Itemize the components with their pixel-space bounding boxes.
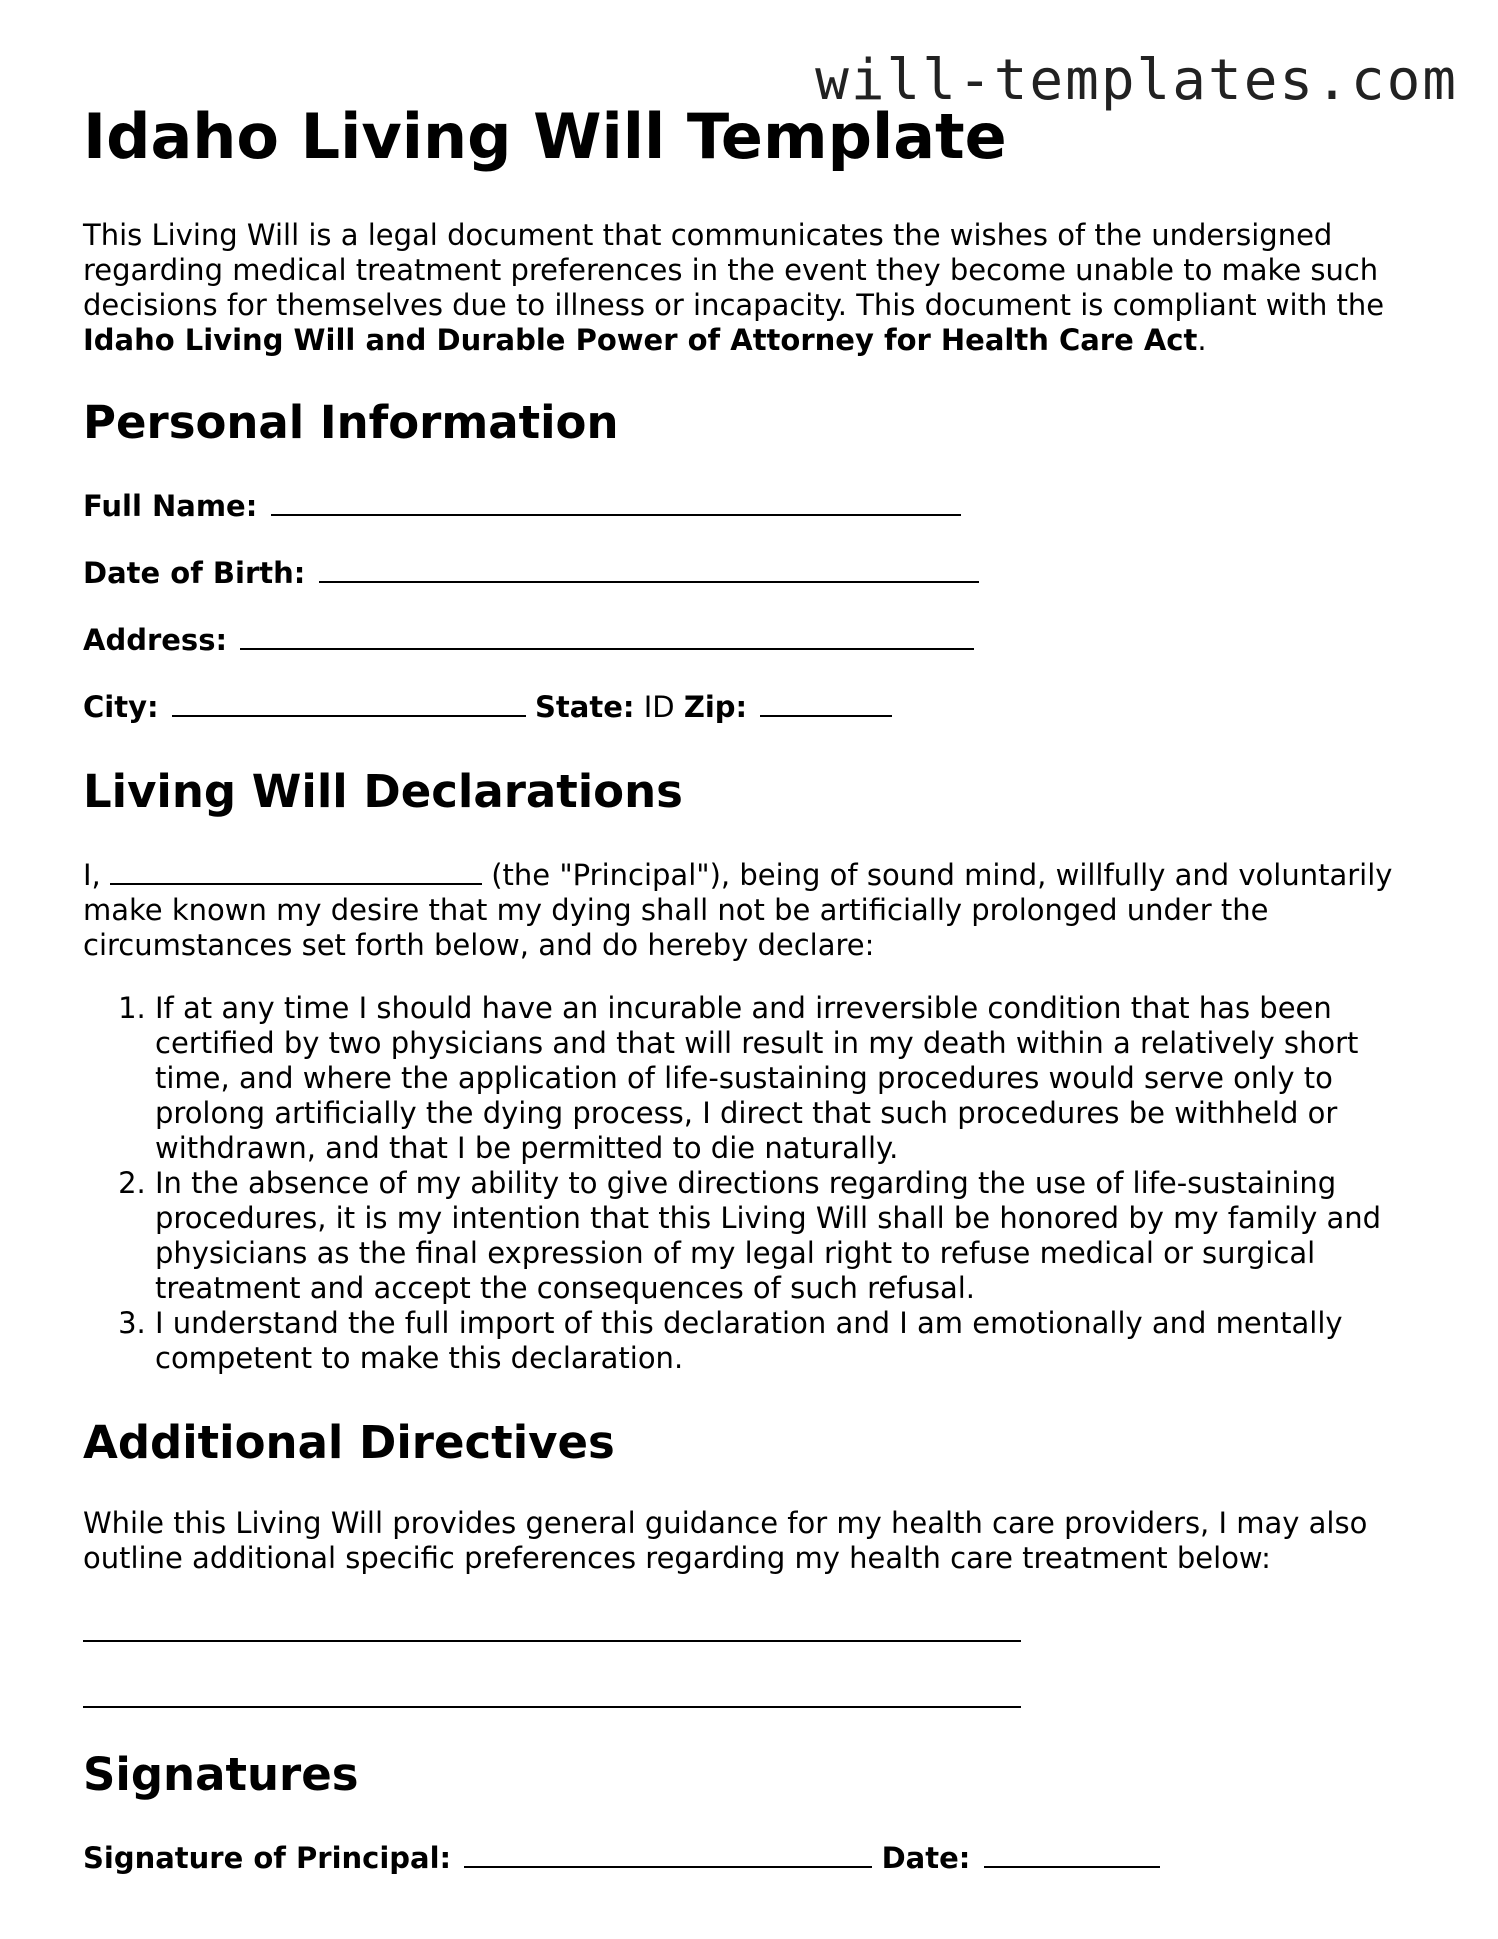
signatures-heading: Signatures: [83, 1748, 359, 1802]
intro-text: This Living Will is a legal document that communicates the wishes of the undersigned regarding medical treatment preferences in the event they become unable to make such decisions for themselves due to illness or incapacity. This document is compliant with the: [83, 218, 1385, 323]
signature-date-field[interactable]: [984, 1838, 1160, 1868]
list-item: 1. If at any time I should have an incurable and irreversible condition that has been certified by two physicians and that will result in my death within a relatively short time, and where the application of life-sustaining procedures would serve only to prolong artificially the dying process, I direct that such procedures be withheld or withdrawn, and that I be permitted to die naturally.: [155, 991, 1423, 1166]
list-item: 2. In the absence of my ability to give directions regarding the use of life-sustaining procedures, it is my intention that this Living Will shall be honored by my family and physicians as the final expression of my legal right to refuse medical or surgical treatment and accept the consequences of such refusal.: [155, 1166, 1423, 1306]
list-item: 3. I understand the full import of this declaration and I am emotionally and mentally competent to make this declaration.: [155, 1306, 1423, 1376]
zip-label: Zip:: [683, 690, 748, 725]
dob-field[interactable]: [319, 553, 979, 583]
state-value: ID: [643, 690, 675, 725]
directive-line-2[interactable]: [83, 1706, 1021, 1708]
full-name-row: [83, 486, 1423, 524]
declaration-prefix: I,: [83, 858, 101, 893]
additional-text: While this Living Will provides general guidance for my health care providers, I may also outline additional specific preferences regarding my health care treatment below:: [83, 1506, 1368, 1576]
act-name: Idaho Living Will and Durable Power of Attorney for Health Care Act: [83, 323, 1198, 358]
intro-paragraph: [83, 218, 1423, 358]
intro-end: .: [1197, 323, 1207, 358]
address-label: Address:: [83, 623, 228, 658]
full-name-label: Full Name:: [83, 489, 258, 524]
state-label: State:: [535, 690, 635, 725]
dob-row: [83, 553, 1423, 591]
city-state-zip-row: [83, 687, 1423, 725]
address-row: [83, 620, 1423, 658]
page-title: Idaho Living Will Template: [83, 100, 1007, 173]
zip-field[interactable]: [760, 687, 892, 717]
declaration-suffix: (the "Principal"), being of sound mind, willfully and voluntarily make known my desire that my dying shall not be artificially prolonged under the circumstances set forth below, and do hereby declare:: [83, 858, 1393, 963]
watermark: will-templates.com: [815, 48, 1458, 113]
address-field[interactable]: [240, 620, 974, 650]
declaration-intro: [83, 855, 1423, 963]
full-name-field[interactable]: [271, 486, 961, 516]
additional-heading: Additional Directives: [83, 1416, 615, 1470]
declaration-list: [83, 991, 1423, 1376]
city-label: City:: [83, 690, 159, 725]
principal-signature-label: Signature of Principal:: [83, 1841, 452, 1876]
principal-signature-field[interactable]: [464, 1838, 872, 1868]
document: [83, 100, 1423, 1905]
principal-name-field[interactable]: [110, 855, 482, 885]
signature-row: [83, 1838, 1423, 1876]
declarations-heading: Living Will Declarations: [83, 765, 683, 819]
dob-label: Date of Birth:: [83, 556, 306, 591]
personal-info-heading: Personal Information: [83, 396, 619, 450]
city-field[interactable]: [172, 687, 526, 717]
signature-date-label: Date:: [881, 1841, 971, 1876]
directive-line-1[interactable]: [83, 1640, 1021, 1642]
